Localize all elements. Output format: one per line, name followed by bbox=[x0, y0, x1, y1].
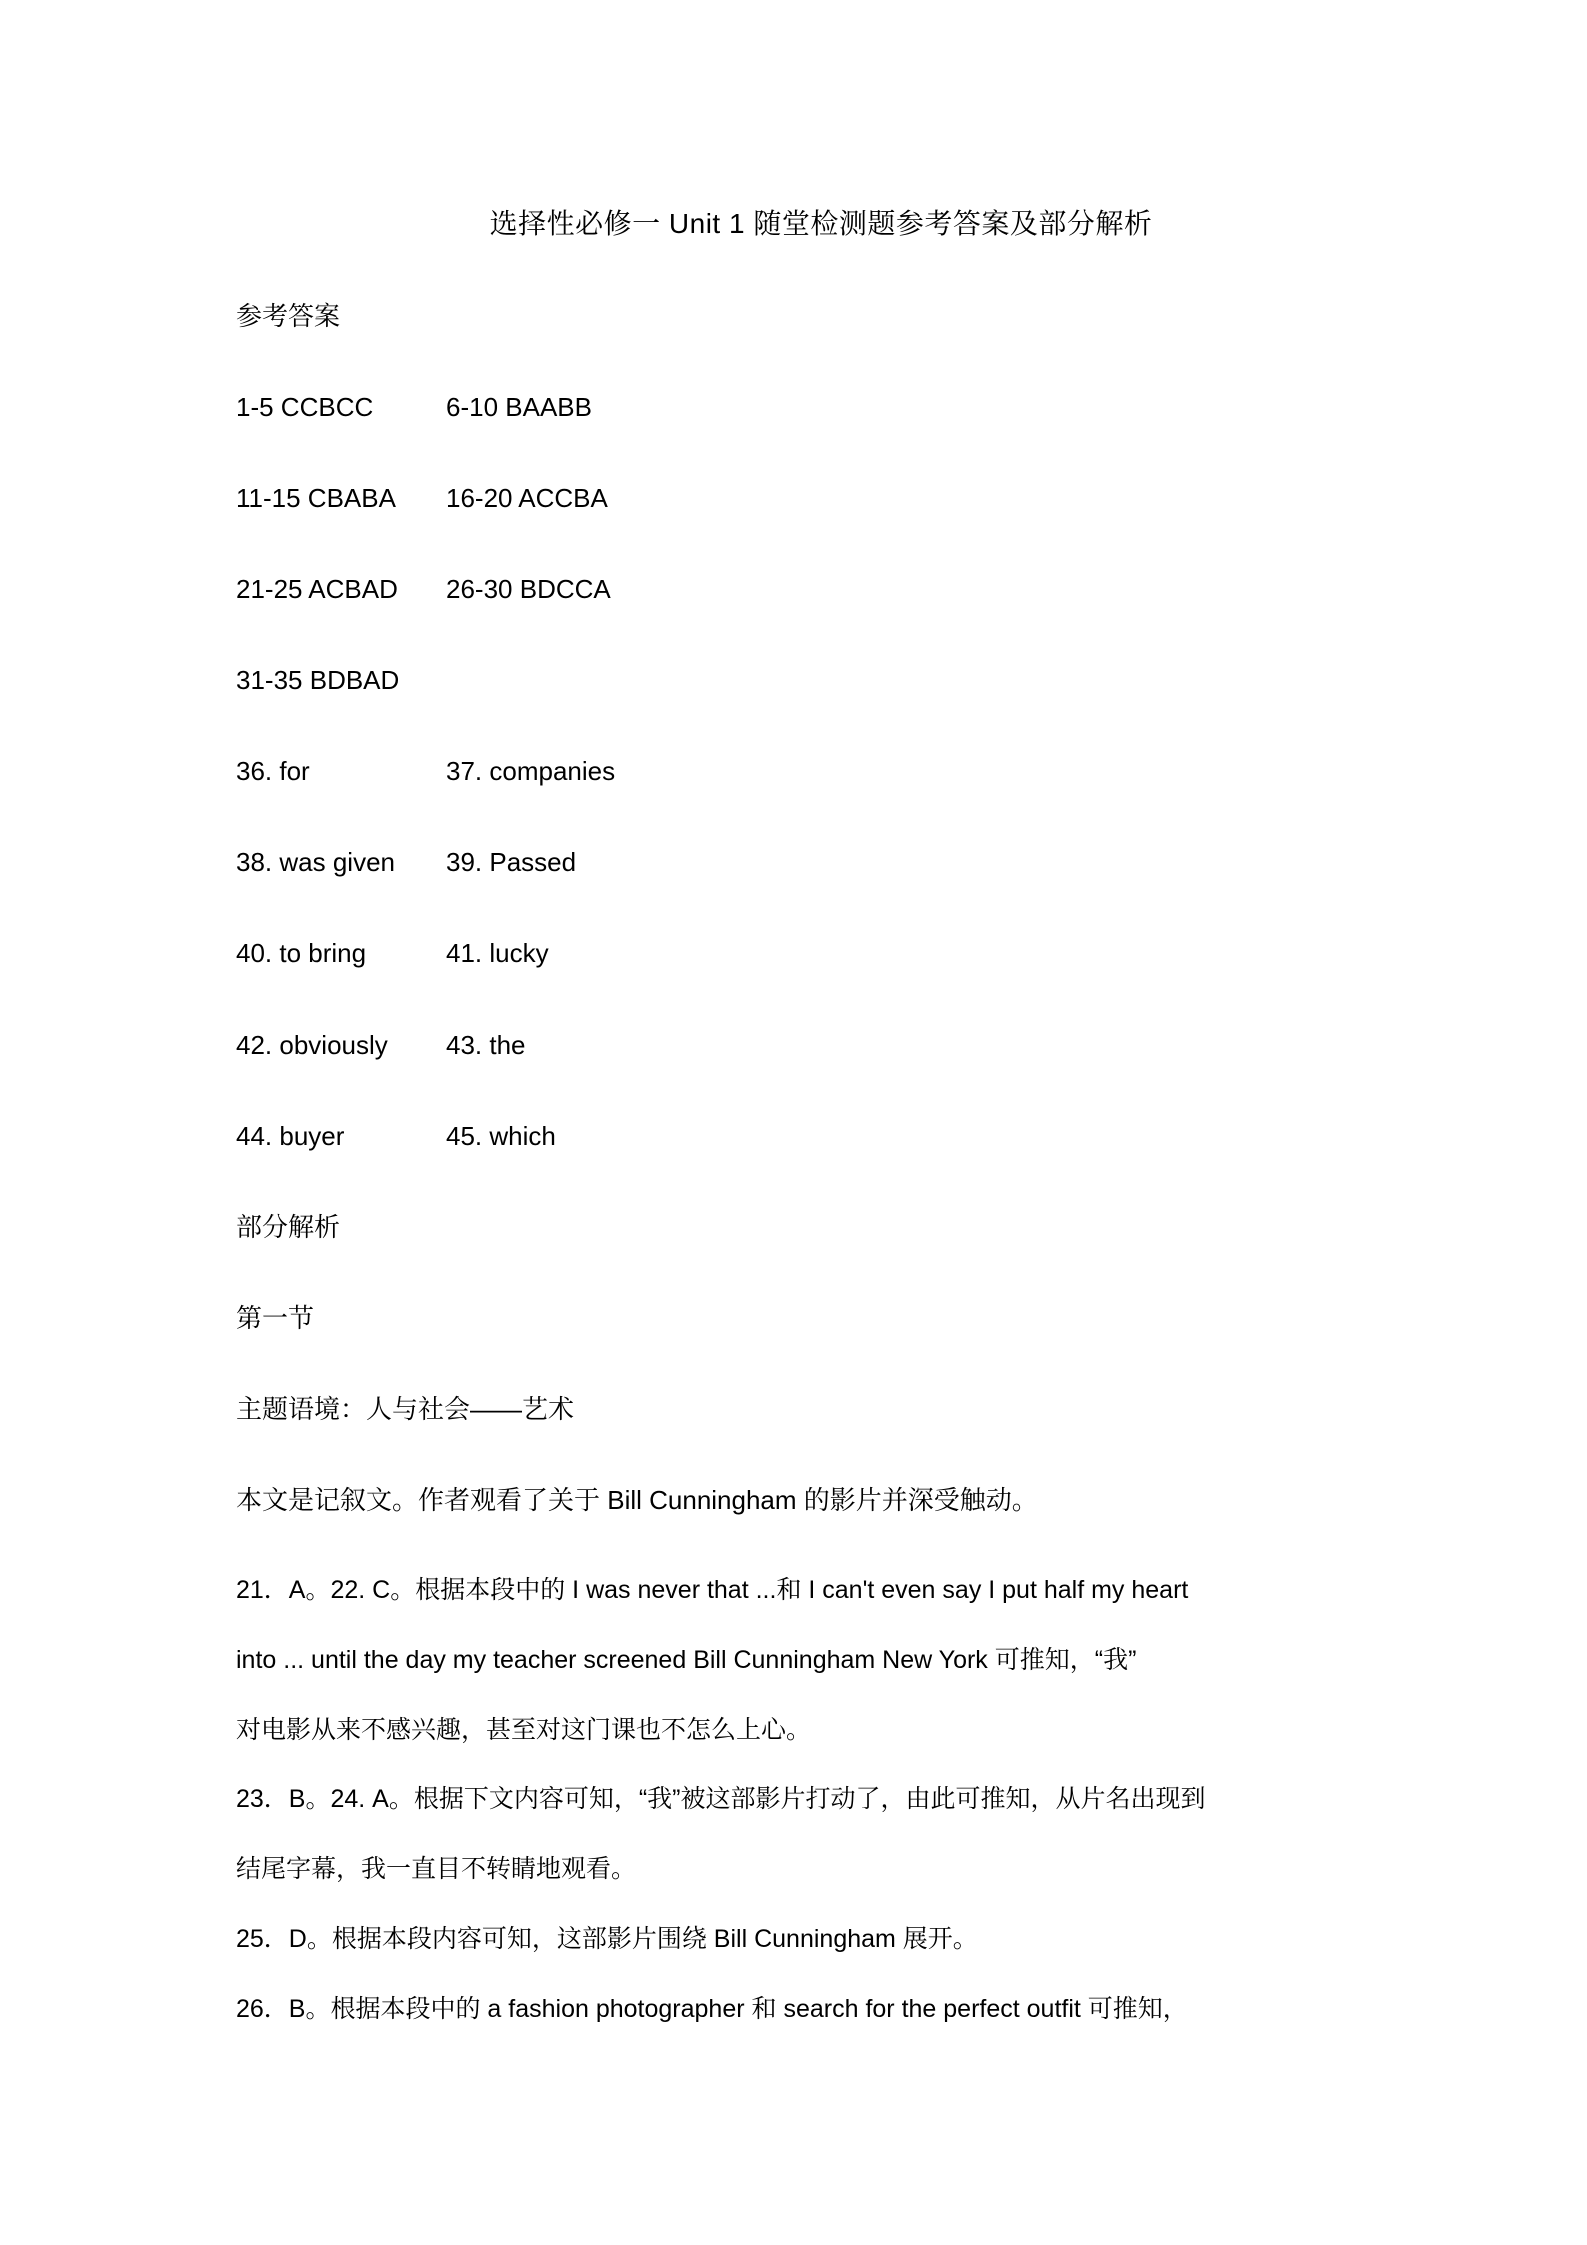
answer-key-list bbox=[236, 390, 1396, 1154]
answer-row bbox=[236, 936, 1396, 971]
answer-row bbox=[236, 663, 1396, 698]
answer-row-right: 16-20 ACCBA bbox=[446, 482, 608, 513]
analysis-section-heading: 部分解析 bbox=[236, 1211, 341, 1242]
answer-row bbox=[236, 390, 1396, 425]
expl-26 bbox=[236, 1993, 1396, 2027]
explanation-line: into ... until the day my teacher screened Bill Cunningham New York 可推知，“我” bbox=[236, 1645, 1137, 1674]
answer-row-right: 39. Passed bbox=[446, 847, 577, 878]
answer-row-left: 42. obviously bbox=[236, 1029, 388, 1060]
explanation-line: 21．A。22. C。根据本段中的 I was never that ...和 I can't even say I put half my heart bbox=[236, 1576, 1189, 1605]
answer-row bbox=[236, 754, 1396, 789]
answer-row bbox=[236, 1119, 1396, 1154]
answer-row-left: 40. to bring bbox=[236, 938, 367, 969]
answer-row-right: 41. lucky bbox=[446, 938, 549, 969]
answer-row-right: 43. the bbox=[446, 1029, 526, 1060]
answer-row-left: 36. for bbox=[236, 756, 310, 787]
explanation-line: 26．B。根据本段中的 a fashion photographer 和 search for the perfect outfit 可推知， bbox=[236, 1994, 1188, 2023]
expl-25 bbox=[236, 1923, 1396, 1957]
explanations-list bbox=[236, 1574, 1396, 2026]
answer-row-left: 21-25 ACBAD bbox=[236, 574, 398, 605]
answers-section-heading: 参考答案 bbox=[236, 300, 341, 331]
answer-row-left: 1-5 CCBCC bbox=[236, 391, 374, 422]
passage-summary-line: 本文是记叙文。作者观看了关于 Bill Cunningham 的影片并深受触动。 bbox=[236, 1485, 1038, 1516]
theme-context-line: 主题语境：人与社会——艺术 bbox=[236, 1393, 575, 1424]
expl-23-24 bbox=[236, 1783, 1396, 1887]
explanation-line: 对电影从来不感兴趣，甚至对这门课也不怎么上心。 bbox=[236, 1715, 812, 1744]
answer-row bbox=[236, 845, 1396, 880]
explanation-line: 25．D。根据本段内容可知，这部影片围绕 Bill Cunningham 展开。 bbox=[236, 1924, 978, 1953]
answer-row-right: 37. companies bbox=[446, 756, 616, 787]
answer-row-left: 11-15 CBABA bbox=[236, 482, 396, 513]
answer-row-right: 6-10 BAABB bbox=[446, 391, 592, 422]
explanation-line: 23．B。24. A。根据下文内容可知，“我”被这部影片打动了，由此可推知，从片名出现到 bbox=[236, 1785, 1206, 1814]
answer-row-right: 45. which bbox=[446, 1120, 556, 1151]
section-one-heading: 第一节 bbox=[236, 1302, 315, 1333]
answer-row-left: 31-35 BDBAD bbox=[236, 665, 400, 696]
answer-row bbox=[236, 572, 1396, 607]
explanation-line: 结尾字幕，我一直目不转睛地观看。 bbox=[236, 1855, 637, 1884]
answer-row-left: 38. was given bbox=[236, 847, 395, 878]
expl-21-22 bbox=[236, 1574, 1396, 1747]
page-title: 选择性必修一 Unit 1 随堂检测题参考答案及部分解析 bbox=[489, 208, 1153, 239]
answer-row-right: 26-30 BDCCA bbox=[446, 574, 611, 605]
answer-row-left: 44. buyer bbox=[236, 1120, 345, 1151]
document-content bbox=[236, 205, 1396, 2062]
answer-row bbox=[236, 1028, 1396, 1063]
answer-row bbox=[236, 481, 1396, 516]
